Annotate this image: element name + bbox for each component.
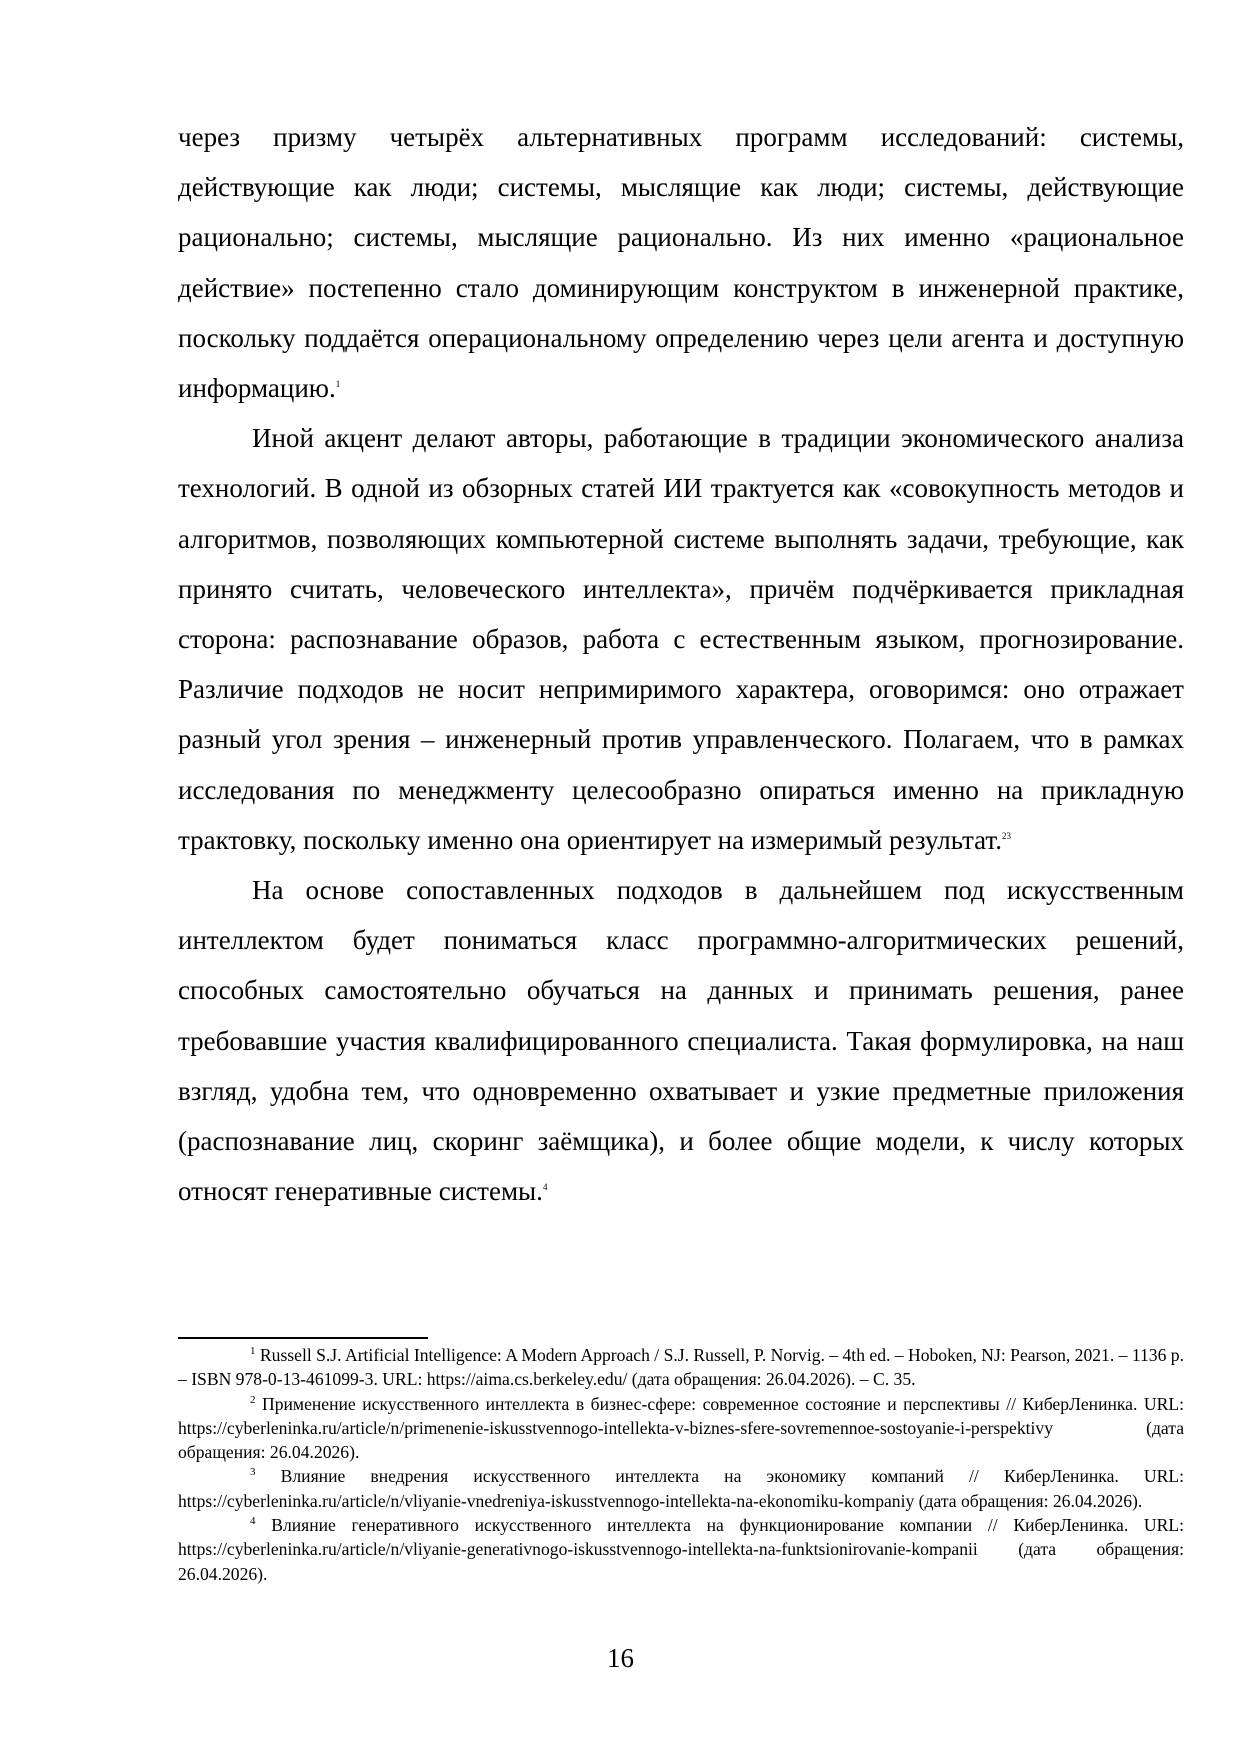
footnote-separator — [178, 1337, 428, 1339]
footnote-3 — [178, 1464, 1184, 1513]
paragraph-2 — [178, 413, 1184, 865]
footnotes — [178, 1343, 1184, 1586]
page-number: 16 — [607, 1643, 634, 1673]
footnote-text: Влияние внедрения искусственного интеллекта на экономику компаний // КиберЛенинка. URL: https://cyberleninka.ru/article/n/vliyanie-vnedreniya-iskusstvennogo-intellekta-na-ekonomiku-kompaniy (дата обращения: 26.04.2026). — [178, 1466, 1184, 1511]
body-text — [178, 112, 1184, 1216]
footnote-number: 2 — [250, 1393, 256, 1406]
footnote-4 — [178, 1513, 1184, 1586]
footnote-ref-4[interactable]: 4 — [542, 1182, 548, 1193]
footnote-number: 3 — [250, 1466, 256, 1479]
footnote-text: Применение искусственного интеллекта в бизнес-сфере: современное состояние и перспективы // КиберЛенинка. URL: https://cyberleninka.ru/article/n/primenenie-iskusstvennogo-intellekta-v-biznes-sfere-sovremennoe-sostoyanie-i-perspektivy (дата обращения: 26.04.2026). — [178, 1393, 1184, 1463]
footnote-ref-23[interactable]: 23 — [1001, 830, 1011, 841]
footnote-1 — [178, 1343, 1184, 1392]
footnote-2 — [178, 1392, 1184, 1465]
paragraph-3 — [178, 865, 1184, 1216]
paragraph-3-text: На основе сопоставленных подходов в дальнейшем под искусственным интеллектом будет пониматься класс программно-алгоритмических решений, способных самостоятельно обучаться на данных и принимать решения, ранее требовавшие участия квалифицированного специалиста. Такая формулировка, на наш взгляд, удобна тем, что одновременно охватывает и узкие предметные приложения (распознавание лиц, скоринг заёмщика), и более общие модели, к числу которых относят генеративные системы. — [178, 875, 1184, 1207]
footnote-text: Влияние генеративного искусственного интеллекта на функционирование компании // КиберЛенинка. URL: https://cyberleninka.ru/article/n/vliyanie-generativnogo-iskusstvennogo-intellekta-na-funktsionirovanie-kompanii (дата обращения: 26.04.2026). — [178, 1515, 1184, 1584]
footnote-text: Russell S.J. Artificial Intelligence: A Modern Approach / S.J. Russell, P. Norvig. – 4th ed. – Hoboken, NJ: Pearson, 2021. – 1136 p. – ISBN 978-0-13-461099-3. URL: https://aima.cs.berkeley.edu/ (дата обращения: 26.04.2026). – С. 35. — [178, 1345, 1184, 1390]
footnote-number: 4 — [250, 1515, 256, 1528]
paragraph-2-text: Иной акцент делают авторы, работающие в традиции экономического анализа технологий. В одной из обзорных статей ИИ трактуется как «совокупность методов и алгоритмов, позволяющих компьютерной системе выполнять задачи, требующие, как принято считать, человеческого интеллекта», причём подчёркивается прикладная сторона: распознавание образов, работа с естественным языком, прогнозирование. Различие подходов не носит непримиримого характера, оговоримся: оно отражает разный угол зрения – инженерный против управленческого. Полагаем, что в рамках исследования по менеджменту целесообразно опираться именно на прикладную трактовку, поскольку именно она ориентирует на измеримый результат. — [178, 423, 1184, 855]
footnote-number: 1 — [250, 1345, 256, 1358]
paragraph-1-text: через призму четырёх альтернативных программ исследований: системы, действующие как люди; системы, мыслящие как люди; системы, действующие рационально; системы, мыслящие рационально. Из них именно «рациональное действие» постепенно стало доминирующим конструктом в инженерной практике, поскольку поддаётся операциональному определению через цели агента и доступную информацию. — [178, 122, 1184, 404]
paragraph-1 — [178, 112, 1184, 413]
footnote-ref-1[interactable]: 1 — [335, 379, 341, 390]
